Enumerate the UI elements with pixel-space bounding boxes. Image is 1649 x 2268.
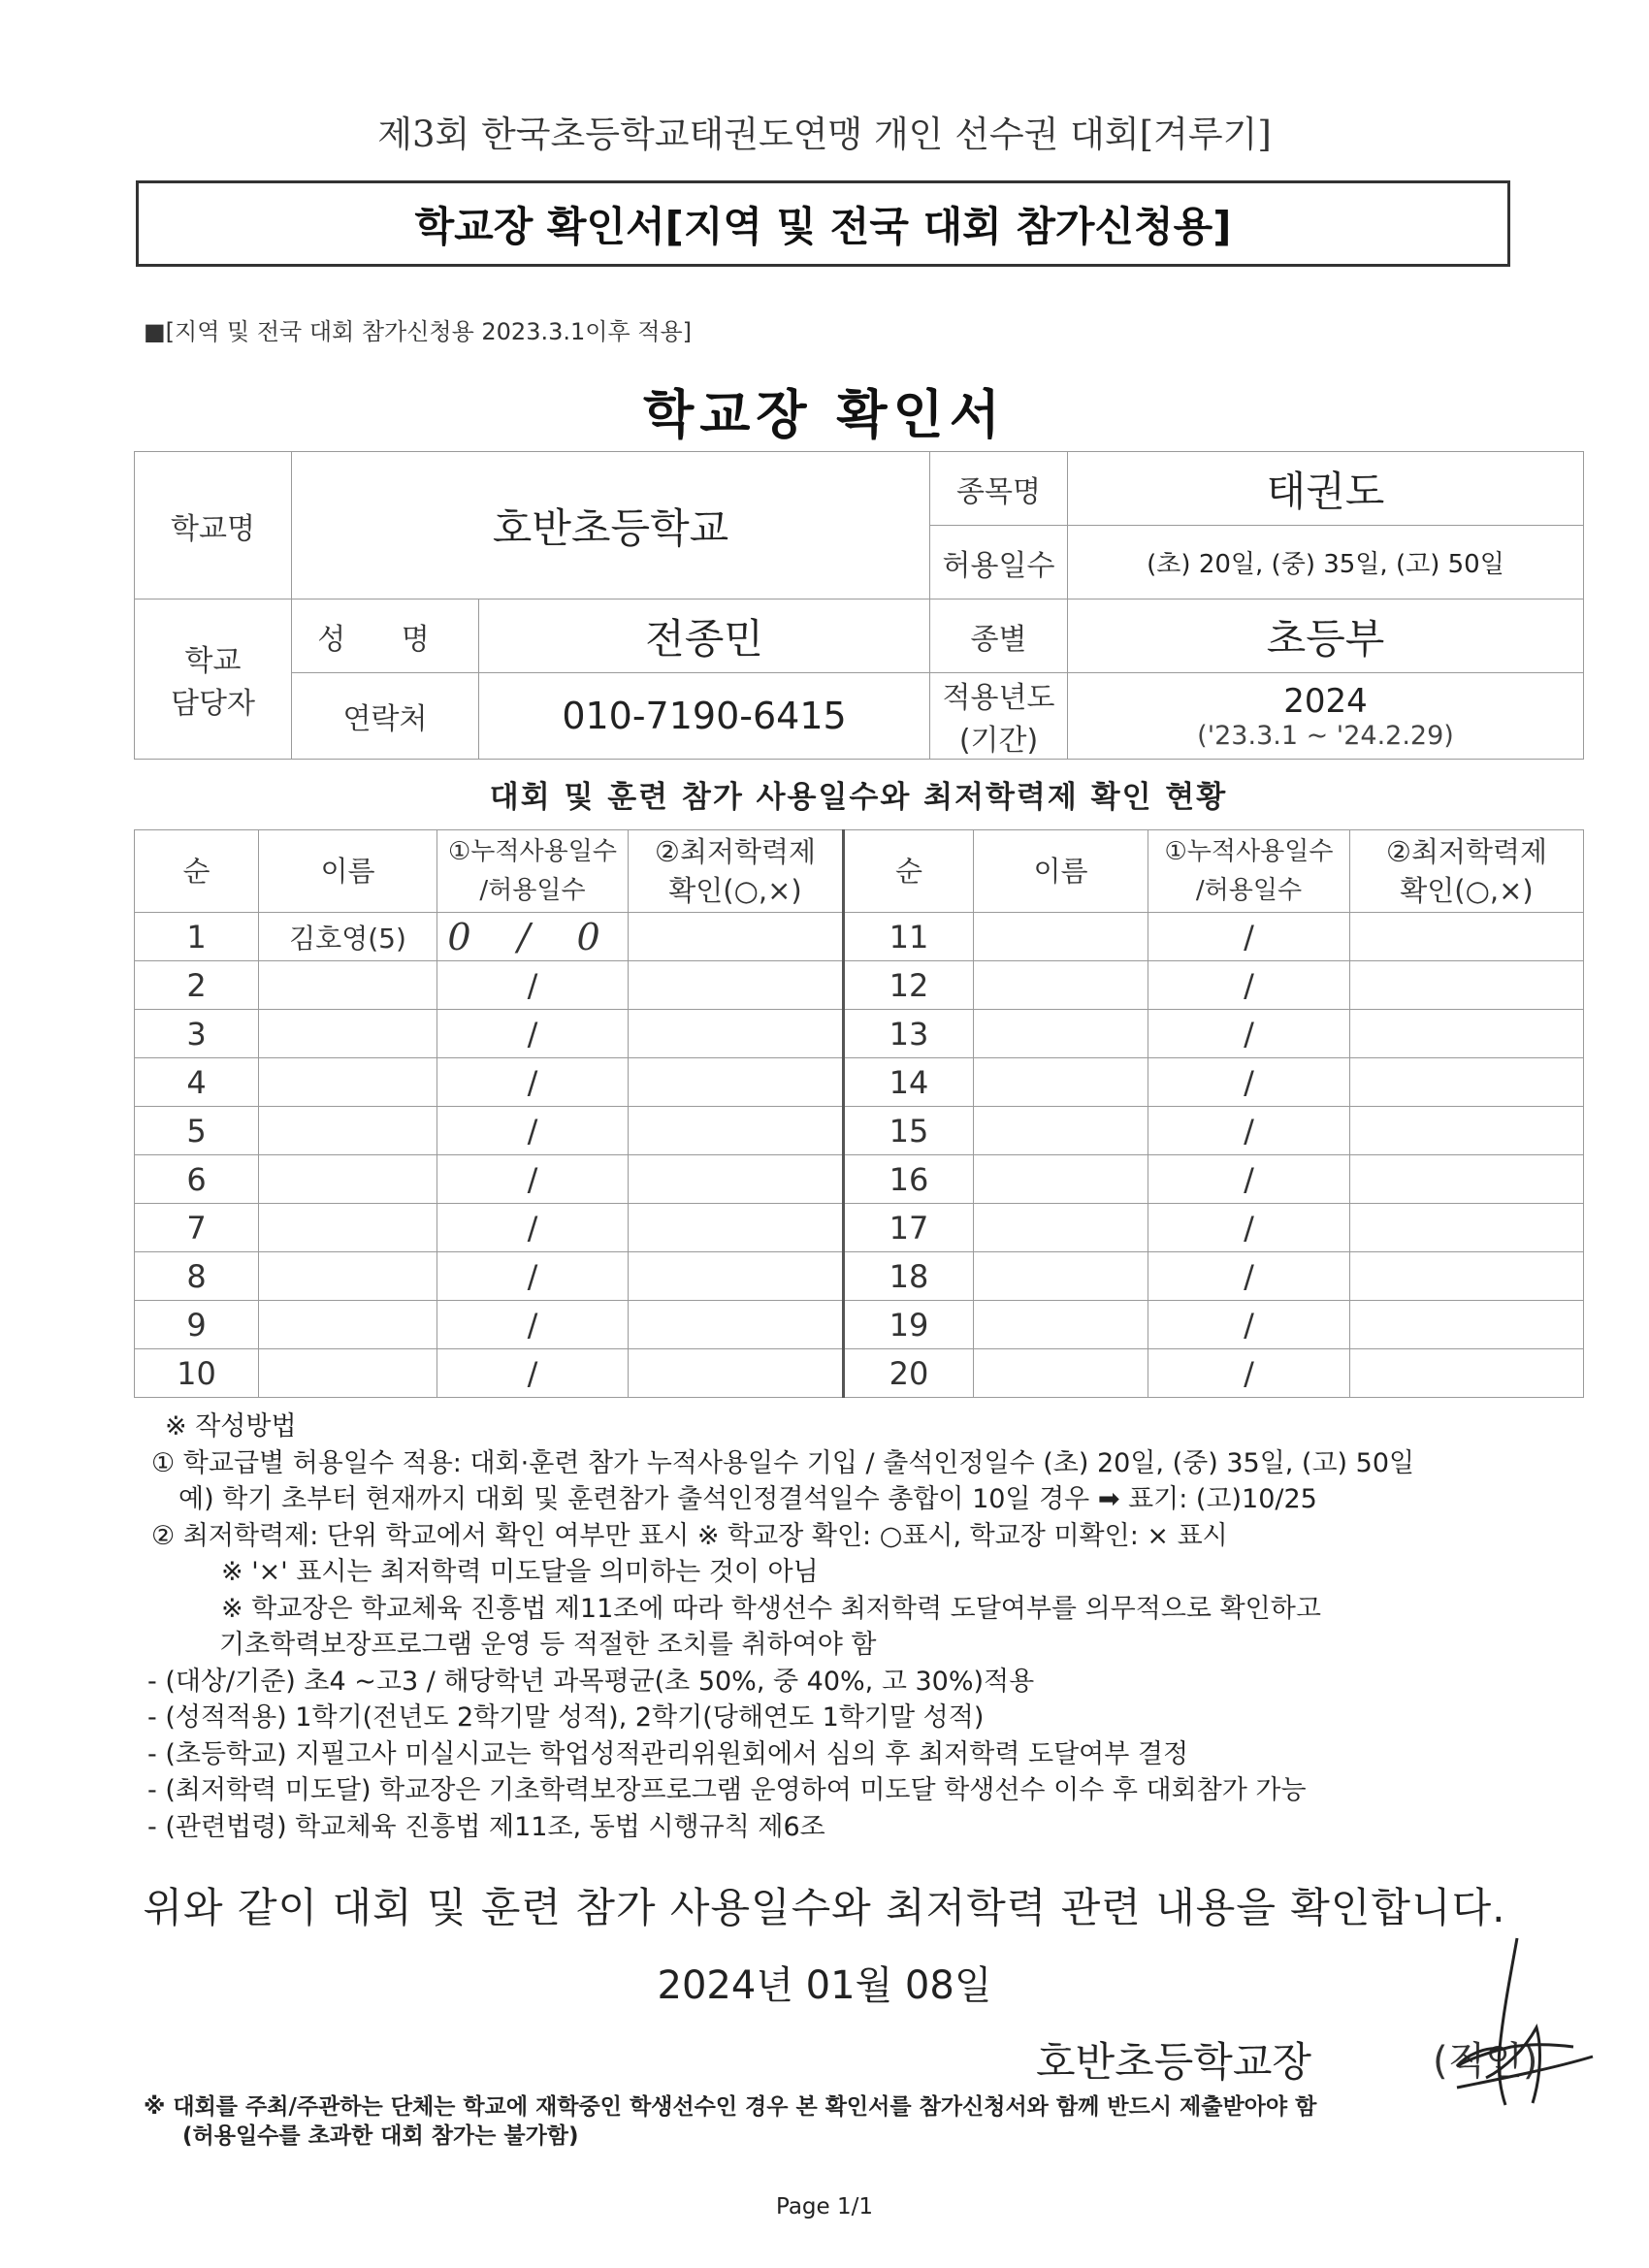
row-no: 17 [844, 1204, 974, 1252]
note-line: ② 최저학력제: 단위 학교에서 확인 여부만 표시 ※ 학교장 확인: ○표시, 학교장 미확인: × 표시 [151, 1520, 1228, 1551]
row-no: 16 [844, 1155, 974, 1204]
row-check [1350, 1058, 1584, 1107]
note-line: - (성적적용) 1학기(전년도 2학기말 성적), 2학기(당해연도 1학기말 성적) [147, 1702, 985, 1733]
signer-name: 호반초등학교장 [1036, 2038, 1312, 2086]
attendance-header-row [135, 830, 1584, 913]
header-name-left: 이름 [259, 830, 437, 913]
row-no: 7 [135, 1204, 259, 1252]
section-title: 대회 및 훈련 참가 사용일수와 최저학력제 확인 현황 [489, 780, 1228, 815]
row-check [629, 1155, 844, 1204]
row-name [974, 913, 1148, 961]
main-title: 학교장 확인서 [643, 384, 1006, 445]
row-name [259, 961, 437, 1010]
manager-label-line1: 학교 [184, 644, 242, 678]
row-days: / [1148, 1107, 1350, 1155]
apply-note: ■[지역 및 전국 대회 참가신청용 2023.3.1이후 적용] [144, 318, 692, 345]
row-days: / [1148, 1058, 1350, 1107]
row-check [1350, 1155, 1584, 1204]
row-days: / [1148, 1010, 1350, 1058]
confirmation-statement: 위와 같이 대회 및 훈련 참가 사용일수와 최저학력 관련 내용을 확인합니다. [143, 1884, 1506, 1931]
table-row [135, 1058, 1584, 1107]
row-name [974, 961, 1148, 1010]
year-label-line2: (기간) [958, 724, 1039, 758]
row-no: 10 [135, 1349, 259, 1398]
row-no: 8 [135, 1252, 259, 1301]
header-days-line1: ①누적사용일수 [447, 837, 617, 866]
row-check [1350, 961, 1584, 1010]
note-line: - (초등학교) 지필고사 미실시교는 학업성적관리위원회에서 심의 후 최저학력 도달여부 결정 [147, 1738, 1189, 1769]
row-name [259, 1204, 437, 1252]
note-line: 기초학력보장프로그램 운영 등 적절한 조치를 취하여야 함 [219, 1630, 877, 1660]
note-line: ※ '×' 표시는 최저학력 미도달을 의미하는 것이 아님 [221, 1557, 819, 1587]
row-name [259, 1010, 437, 1058]
row-check [629, 1301, 844, 1349]
row-days: / [437, 1204, 629, 1252]
row-no: 6 [135, 1155, 259, 1204]
contact-label: 연락처 [292, 673, 479, 760]
document-box-title: 학교장 확인서[지역 및 전국 대회 참가신청용] [414, 202, 1232, 250]
header-name-right: 이름 [974, 830, 1148, 913]
header-days-left [437, 830, 629, 913]
table-row [135, 1204, 1584, 1252]
header-days-line1: ①누적사용일수 [1164, 837, 1334, 866]
row-days: / [1148, 1155, 1350, 1204]
row-check [629, 913, 844, 961]
row-check [629, 961, 844, 1010]
row-check [1350, 1107, 1584, 1155]
division-value: 초등부 [1068, 599, 1584, 673]
table-row [135, 1010, 1584, 1058]
manager-label [135, 599, 292, 760]
row-name [974, 1301, 1148, 1349]
header-check-right [1350, 830, 1584, 913]
bottom-note-line1: ※ 대회를 주최/주관하는 단체는 학교에 재학중인 학생선수인 경우 본 확인서를 참가신청서와 함께 반드시 제출받아야 함 [144, 2094, 1317, 2120]
writing-instructions [147, 1409, 1415, 1845]
page-number: Page 1/1 [775, 2194, 873, 2219]
row-days: 0 / 0 [437, 913, 629, 961]
row-no: 2 [135, 961, 259, 1010]
school-value: 호반초등학교 [292, 452, 930, 599]
row-no: 4 [135, 1058, 259, 1107]
row-check [629, 1204, 844, 1252]
name-value: 전종민 [479, 599, 930, 673]
row-name [974, 1252, 1148, 1301]
sport-label: 종목명 [930, 452, 1068, 526]
header-days-line2: /허용일수 [1195, 876, 1303, 905]
note-line: - (관련법령) 학교체육 진흥법 제11조, 동법 시행규칙 제6조 [147, 1811, 825, 1842]
school-label: 학교명 [135, 452, 292, 599]
row-days: / [437, 1301, 629, 1349]
row-no: 9 [135, 1301, 259, 1349]
seal-mark: (직인) [1433, 2039, 1538, 2084]
year-value: 2024 [1283, 681, 1368, 721]
row-days: / [1148, 1349, 1350, 1398]
row-days: / [437, 1252, 629, 1301]
header-check-line2: 확인(○,×) [668, 874, 802, 907]
row-check [1350, 913, 1584, 961]
contact-value: 010-7190-6415 [479, 673, 930, 760]
row-days: / [437, 961, 629, 1010]
year-period: ('23.3.1 ~ '24.2.29) [1197, 720, 1454, 751]
note-line: - (최저학력 미도달) 학교장은 기초학력보장프로그램 운영하여 미도달 학생선수 이수 후 대회참가 가능 [147, 1775, 1307, 1805]
row-days: / [1148, 1252, 1350, 1301]
row-name [259, 1301, 437, 1349]
row-no: 18 [844, 1252, 974, 1301]
row-check [1350, 1349, 1584, 1398]
row-no: 1 [135, 913, 259, 961]
row-name [259, 1107, 437, 1155]
table-row [135, 1252, 1584, 1301]
year-label [930, 673, 1068, 760]
header-no-left: 순 [135, 830, 259, 913]
row-check [629, 1252, 844, 1301]
sport-value: 태권도 [1068, 452, 1584, 526]
row-no: 5 [135, 1107, 259, 1155]
header-days-right [1148, 830, 1350, 913]
table-row [135, 1155, 1584, 1204]
row-name [974, 1349, 1148, 1398]
row-check [629, 1107, 844, 1155]
row-days: / [1148, 1301, 1350, 1349]
table-row [135, 1349, 1584, 1398]
handwritten-signature [1428, 1932, 1602, 2117]
manager-label-line2: 담당자 [171, 687, 255, 721]
issue-date: 2024년 01월 08일 [657, 1963, 992, 2008]
row-no: 14 [844, 1058, 974, 1107]
row-days: / [437, 1058, 629, 1107]
row-no: 20 [844, 1349, 974, 1398]
row-name [974, 1107, 1148, 1155]
division-label: 종별 [930, 599, 1068, 673]
year-label-line1: 적용년도 [942, 681, 1055, 715]
row-days: / [1148, 1204, 1350, 1252]
row-days: / [437, 1155, 629, 1204]
table-row [135, 1107, 1584, 1155]
row-days: / [1148, 913, 1350, 961]
row-check [1350, 1204, 1584, 1252]
info-table [134, 451, 1584, 760]
row-name [259, 1155, 437, 1204]
table-row [135, 913, 1584, 961]
header-no-right: 순 [844, 830, 974, 913]
row-no: 13 [844, 1010, 974, 1058]
row-no: 19 [844, 1301, 974, 1349]
header-check-line2: 확인(○,×) [1400, 874, 1534, 907]
row-check [1350, 1252, 1584, 1301]
table-row [135, 1301, 1584, 1349]
row-name [974, 1058, 1148, 1107]
row-name: 김호영(5) [259, 913, 437, 961]
row-days: / [1148, 961, 1350, 1010]
notes-heading: ※ 작성방법 [165, 1411, 297, 1442]
row-name [259, 1058, 437, 1107]
note-line: 예) 학기 초부터 현재까지 대회 및 훈련참가 출석인정결석일수 총합이 10일 경우 ➡ 표기: (고)10/25 [178, 1484, 1317, 1514]
allowed-days-label: 허용일수 [930, 526, 1068, 599]
row-name [259, 1349, 437, 1398]
header-check-line1: ②최저학력제 [654, 835, 817, 868]
row-no: 3 [135, 1010, 259, 1058]
event-title: 제3회 한국초등학교태권도연맹 개인 선수권 대회[겨루기] [377, 113, 1272, 155]
allowed-days-value: (초) 20일, (중) 35일, (고) 50일 [1068, 526, 1584, 599]
row-check [629, 1349, 844, 1398]
row-days: / [437, 1010, 629, 1058]
row-no: 12 [844, 961, 974, 1010]
row-check [1350, 1010, 1584, 1058]
header-check-left [629, 830, 844, 913]
header-days-line2: /허용일수 [479, 876, 586, 905]
name-label: 성 명 [292, 599, 479, 673]
row-name [974, 1010, 1148, 1058]
row-no: 15 [844, 1107, 974, 1155]
note-line: - (대상/기준) 초4 ~고3 / 해당학년 과목평균(초 50%, 중 40%, 고 30%)적용 [147, 1666, 1035, 1697]
header-check-line1: ②최저학력제 [1385, 835, 1548, 868]
year-cell [1068, 673, 1584, 760]
table-row [135, 961, 1584, 1010]
row-no: 11 [844, 913, 974, 961]
bottom-note [144, 2092, 1316, 2151]
note-line: ① 학교급별 허용일수 적용: 대회·훈련 참가 누적사용일수 기입 / 출석인정일수 (초) 20일, (중) 35일, (고) 50일 [151, 1447, 1415, 1478]
row-name [974, 1155, 1148, 1204]
attendance-table [134, 829, 1584, 1398]
row-days: / [437, 1349, 629, 1398]
row-check [629, 1058, 844, 1107]
row-name [974, 1204, 1148, 1252]
document-title-box [136, 180, 1510, 267]
row-check [629, 1010, 844, 1058]
row-days: / [437, 1107, 629, 1155]
row-check [1350, 1301, 1584, 1349]
bottom-note-line2: (허용일수를 초과한 대회 참가는 불가함) [182, 2123, 579, 2149]
row-name [259, 1252, 437, 1301]
note-line: ※ 학교장은 학교체육 진흥법 제11조에 따라 학생선수 최저학력 도달여부를 의무적으로 확인하고 [221, 1593, 1321, 1624]
